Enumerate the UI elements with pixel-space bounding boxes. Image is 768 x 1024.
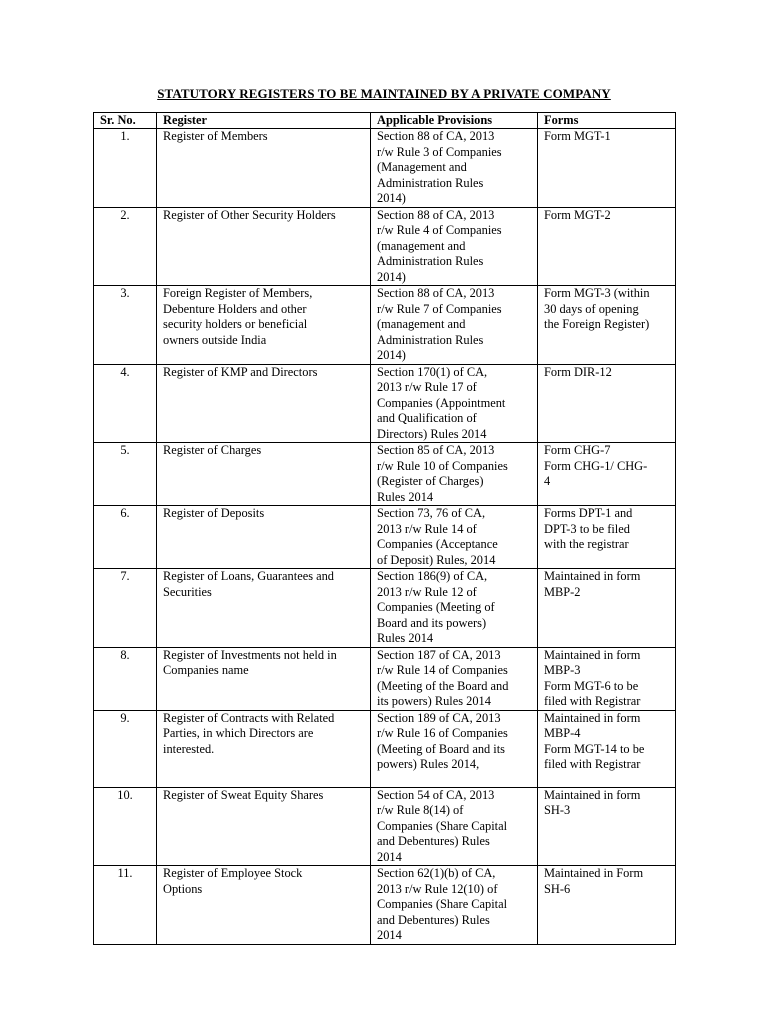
row-sr-no: 6. [94, 506, 157, 569]
row-register: Register of Other Security Holders [157, 207, 371, 286]
row-sr-no: 9. [94, 710, 157, 787]
table-row [94, 710, 676, 787]
row-sr-no: 4. [94, 364, 157, 443]
row-sr-no: 3. [94, 286, 157, 365]
row-provisions: Section 186(9) of CA, 2013 r/w Rule 12 of Companies (Meeting of Board and its powers) Rules 2014 [371, 569, 538, 648]
row-provisions: Section 187 of CA, 2013 r/w Rule 14 of Companies (Meeting of the Board and its powers) Rules 2014 [371, 647, 538, 710]
row-forms: Form CHG-7 Form CHG-1/ CHG- 4 [538, 443, 676, 506]
table-row [94, 443, 676, 506]
row-sr-no: 8. [94, 647, 157, 710]
row-provisions: Section 88 of CA, 2013 r/w Rule 3 of Companies (Management and Administration Rules 2014) [371, 129, 538, 208]
row-provisions: Section 88 of CA, 2013 r/w Rule 7 of Companies (management and Administration Rules 2014) [371, 286, 538, 365]
row-provisions: Section 170(1) of CA, 2013 r/w Rule 17 of Companies (Appointment and Qualification of Directors) Rules 2014 [371, 364, 538, 443]
table-row [94, 647, 676, 710]
row-register: Register of KMP and Directors [157, 364, 371, 443]
row-forms: Forms DPT-1 and DPT-3 to be filed with the registrar [538, 506, 676, 569]
row-register: Register of Contracts with Related Parties, in which Directors are interested. [157, 710, 371, 787]
header-sr-no: Sr. No. [94, 113, 157, 129]
row-provisions: Section 85 of CA, 2013 r/w Rule 10 of Companies (Register of Charges) Rules 2014 [371, 443, 538, 506]
row-forms: Form MGT-2 [538, 207, 676, 286]
row-sr-no: 10. [94, 787, 157, 866]
row-sr-no: 5. [94, 443, 157, 506]
row-provisions: Section 189 of CA, 2013 r/w Rule 16 of Companies (Meeting of Board and its powers) Rules 2014, [371, 710, 538, 787]
document-title: STATUTORY REGISTERS TO BE MAINTAINED BY A PRIVATE COMPANY [157, 86, 611, 101]
table-row [94, 364, 676, 443]
row-sr-no: 1. [94, 129, 157, 208]
table-row [94, 787, 676, 866]
row-forms: Form MGT-1 [538, 129, 676, 208]
header-provisions: Applicable Provisions [371, 113, 538, 129]
table-row [94, 506, 676, 569]
row-provisions: Section 62(1)(b) of CA, 2013 r/w Rule 12(10) of Companies (Share Capital and Debentures) Rules 2014 [371, 866, 538, 945]
row-sr-no: 7. [94, 569, 157, 648]
table-row [94, 129, 676, 208]
row-register: Foreign Register of Members, Debenture Holders and other security holders or beneficial owners outside India [157, 286, 371, 365]
row-forms: Maintained in form MBP-4 Form MGT-14 to be filed with Registrar [538, 710, 676, 787]
table-row [94, 569, 676, 648]
row-register: Register of Deposits [157, 506, 371, 569]
row-register: Register of Investments not held in Companies name [157, 647, 371, 710]
row-forms: Maintained in form SH-3 [538, 787, 676, 866]
row-sr-no: 2. [94, 207, 157, 286]
table-header-row [94, 113, 676, 129]
row-forms: Form DIR-12 [538, 364, 676, 443]
row-register: Register of Charges [157, 443, 371, 506]
row-provisions: Section 88 of CA, 2013 r/w Rule 4 of Companies (management and Administration Rules 2014) [371, 207, 538, 286]
row-provisions: Section 54 of CA, 2013 r/w Rule 8(14) of Companies (Share Capital and Debentures) Rules 2014 [371, 787, 538, 866]
row-forms: Maintained in Form SH-6 [538, 866, 676, 945]
header-register: Register [157, 113, 371, 129]
table-row [94, 286, 676, 365]
table-row [94, 207, 676, 286]
row-register: Register of Sweat Equity Shares [157, 787, 371, 866]
row-sr-no: 11. [94, 866, 157, 945]
row-forms: Form MGT-3 (within 30 days of opening the Foreign Register) [538, 286, 676, 365]
row-forms: Maintained in form MBP-3 Form MGT-6 to be filed with Registrar [538, 647, 676, 710]
header-forms: Forms [538, 113, 676, 129]
row-forms: Maintained in form MBP-2 [538, 569, 676, 648]
registers-table [93, 112, 676, 945]
row-register: Register of Employee Stock Options [157, 866, 371, 945]
table-row [94, 866, 676, 945]
row-provisions: Section 73, 76 of CA, 2013 r/w Rule 14 of Companies (Acceptance of Deposit) Rules, 2014 [371, 506, 538, 569]
row-register: Register of Loans, Guarantees and Securities [157, 569, 371, 648]
row-register: Register of Members [157, 129, 371, 208]
